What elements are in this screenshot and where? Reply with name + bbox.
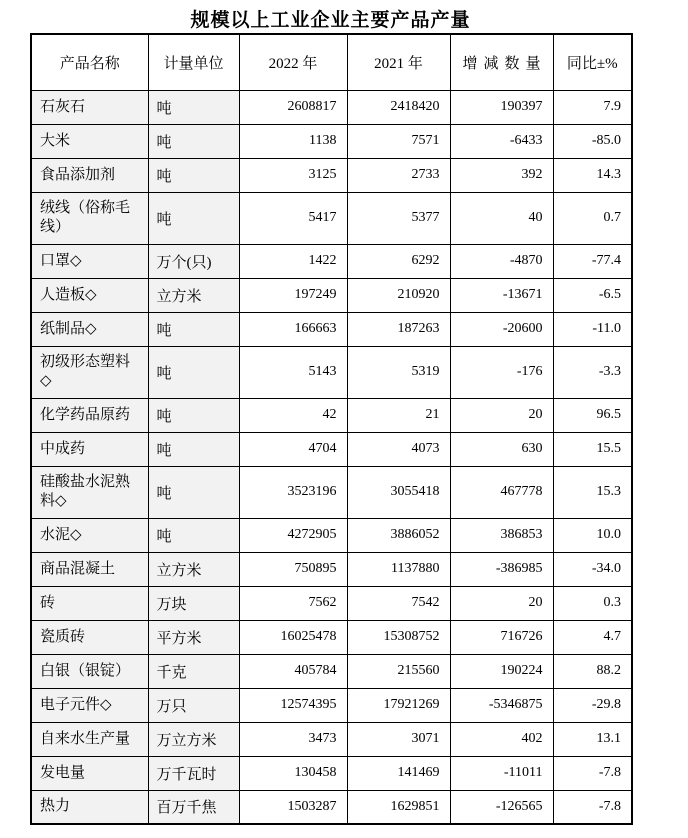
unit-cell: 吨 [148, 124, 239, 158]
yoy-percent-cell: -29.8 [553, 688, 632, 722]
product-name-cell: 瓷质砖 [31, 620, 148, 654]
change-amount-cell: -176 [450, 346, 553, 398]
value-2021-cell: 215560 [347, 654, 450, 688]
product-name-cell: 自来水生产量 [31, 722, 148, 756]
yoy-percent-cell: -7.8 [553, 756, 632, 790]
product-name-cell: 热力 [31, 790, 148, 824]
value-2022-cell: 130458 [239, 756, 347, 790]
unit-cell: 立方米 [148, 278, 239, 312]
value-2021-cell: 2418420 [347, 90, 450, 124]
table-row [31, 432, 632, 466]
change-amount-cell: 20 [450, 586, 553, 620]
value-2022-cell: 1422 [239, 244, 347, 278]
value-2022-cell: 16025478 [239, 620, 347, 654]
unit-cell: 立方米 [148, 552, 239, 586]
product-name-cell: 电子元件◇ [31, 688, 148, 722]
yoy-percent-cell: 10.0 [553, 518, 632, 552]
unit-cell: 吨 [148, 398, 239, 432]
product-name-cell: 发电量 [31, 756, 148, 790]
unit-cell: 万千瓦时 [148, 756, 239, 790]
value-2021-cell: 17921269 [347, 688, 450, 722]
value-2021-cell: 7542 [347, 586, 450, 620]
value-2021-cell: 15308752 [347, 620, 450, 654]
table-body [31, 90, 632, 824]
change-amount-cell: -126565 [450, 790, 553, 824]
unit-cell: 吨 [148, 90, 239, 124]
value-2021-cell: 5377 [347, 192, 450, 244]
yoy-percent-cell: 7.9 [553, 90, 632, 124]
yoy-percent-cell: 14.3 [553, 158, 632, 192]
table-row [31, 518, 632, 552]
table-row [31, 722, 632, 756]
value-2022-cell: 7562 [239, 586, 347, 620]
table-row [31, 620, 632, 654]
value-2021-cell: 4073 [347, 432, 450, 466]
yoy-percent-cell: 15.5 [553, 432, 632, 466]
yoy-percent-cell: -11.0 [553, 312, 632, 346]
value-2022-cell: 2608817 [239, 90, 347, 124]
product-name-cell: 化学药品原药 [31, 398, 148, 432]
value-2021-cell: 141469 [347, 756, 450, 790]
value-2022-cell: 3473 [239, 722, 347, 756]
value-2021-cell: 1629851 [347, 790, 450, 824]
column-header-yoy-percent: 同比±% [553, 34, 632, 90]
change-amount-cell: -386985 [450, 552, 553, 586]
table-row [31, 90, 632, 124]
product-name-cell: 硅酸盐水泥熟料◇ [31, 466, 148, 518]
page-title: 规模以上工业企业主要产品产量 [190, 10, 471, 31]
value-2021-cell: 3071 [347, 722, 450, 756]
value-2022-cell: 197249 [239, 278, 347, 312]
value-2021-cell: 2733 [347, 158, 450, 192]
product-name-cell: 纸制品◇ [31, 312, 148, 346]
unit-cell: 吨 [148, 518, 239, 552]
change-amount-cell: 630 [450, 432, 553, 466]
value-2022-cell: 42 [239, 398, 347, 432]
table-row [31, 688, 632, 722]
unit-cell: 万块 [148, 586, 239, 620]
product-name-cell: 中成药 [31, 432, 148, 466]
change-amount-cell: -20600 [450, 312, 553, 346]
value-2021-cell: 210920 [347, 278, 450, 312]
unit-cell: 吨 [148, 346, 239, 398]
change-amount-cell: -13671 [450, 278, 553, 312]
unit-cell: 吨 [148, 312, 239, 346]
product-name-cell: 初级形态塑料◇ [31, 346, 148, 398]
yoy-percent-cell: 0.7 [553, 192, 632, 244]
production-table [30, 33, 633, 825]
yoy-percent-cell: 0.3 [553, 586, 632, 620]
change-amount-cell: 467778 [450, 466, 553, 518]
yoy-percent-cell: 4.7 [553, 620, 632, 654]
value-2022-cell: 1138 [239, 124, 347, 158]
value-2022-cell: 1503287 [239, 790, 347, 824]
product-name-cell: 食品添加剂 [31, 158, 148, 192]
value-2022-cell: 5417 [239, 192, 347, 244]
product-name-cell: 商品混凝土 [31, 552, 148, 586]
change-amount-cell: -4870 [450, 244, 553, 278]
yoy-percent-cell: -7.8 [553, 790, 632, 824]
yoy-percent-cell: 15.3 [553, 466, 632, 518]
value-2021-cell: 3886052 [347, 518, 450, 552]
product-name-cell: 大米 [31, 124, 148, 158]
unit-cell: 吨 [148, 192, 239, 244]
product-name-cell: 人造板◇ [31, 278, 148, 312]
unit-cell: 平方米 [148, 620, 239, 654]
value-2022-cell: 3523196 [239, 466, 347, 518]
table-row [31, 790, 632, 824]
column-header-change-amount: 增减数量 [450, 34, 553, 90]
table-row [31, 756, 632, 790]
column-header-year-2022: 2022 年 [239, 34, 347, 90]
table-row [31, 552, 632, 586]
yoy-percent-cell: -77.4 [553, 244, 632, 278]
change-amount-cell: -5346875 [450, 688, 553, 722]
value-2022-cell: 750895 [239, 552, 347, 586]
change-amount-cell: 190224 [450, 654, 553, 688]
value-2022-cell: 166663 [239, 312, 347, 346]
table-row [31, 654, 632, 688]
value-2021-cell: 3055418 [347, 466, 450, 518]
column-header-unit: 计量单位 [148, 34, 239, 90]
value-2021-cell: 5319 [347, 346, 450, 398]
yoy-percent-cell: -6.5 [553, 278, 632, 312]
table-row [31, 158, 632, 192]
value-2022-cell: 4272905 [239, 518, 347, 552]
table-header [31, 34, 632, 90]
table-header-row [31, 34, 632, 90]
product-name-cell: 口罩◇ [31, 244, 148, 278]
product-name-cell: 砖 [31, 586, 148, 620]
value-2021-cell: 7571 [347, 124, 450, 158]
column-header-year-2021: 2021 年 [347, 34, 450, 90]
column-header-product-name: 产品名称 [31, 34, 148, 90]
yoy-percent-cell: -85.0 [553, 124, 632, 158]
unit-cell: 吨 [148, 466, 239, 518]
table-row [31, 192, 632, 244]
unit-cell: 万个(只) [148, 244, 239, 278]
change-amount-cell: 20 [450, 398, 553, 432]
value-2021-cell: 187263 [347, 312, 450, 346]
table-row [31, 124, 632, 158]
product-name-cell: 石灰石 [31, 90, 148, 124]
yoy-percent-cell: -34.0 [553, 552, 632, 586]
unit-cell: 万立方米 [148, 722, 239, 756]
value-2022-cell: 3125 [239, 158, 347, 192]
change-amount-cell: 190397 [450, 90, 553, 124]
product-name-cell: 水泥◇ [31, 518, 148, 552]
unit-cell: 万只 [148, 688, 239, 722]
product-name-cell: 白银（银锭） [31, 654, 148, 688]
change-amount-cell: -6433 [450, 124, 553, 158]
value-2021-cell: 21 [347, 398, 450, 432]
table-row [31, 586, 632, 620]
unit-cell: 百万千焦 [148, 790, 239, 824]
value-2022-cell: 405784 [239, 654, 347, 688]
unit-cell: 吨 [148, 432, 239, 466]
table-row [31, 466, 632, 518]
value-2022-cell: 5143 [239, 346, 347, 398]
table-row [31, 398, 632, 432]
change-amount-cell: 386853 [450, 518, 553, 552]
product-name-cell: 绒线（俗称毛线） [31, 192, 148, 244]
value-2022-cell: 4704 [239, 432, 347, 466]
table-row [31, 312, 632, 346]
change-amount-cell: 392 [450, 158, 553, 192]
yoy-percent-cell: 96.5 [553, 398, 632, 432]
yoy-percent-cell: 88.2 [553, 654, 632, 688]
change-amount-cell: 716726 [450, 620, 553, 654]
table-row [31, 278, 632, 312]
value-2022-cell: 12574395 [239, 688, 347, 722]
change-amount-cell: -11011 [450, 756, 553, 790]
yoy-percent-cell: -3.3 [553, 346, 632, 398]
yoy-percent-cell: 13.1 [553, 722, 632, 756]
unit-cell: 吨 [148, 158, 239, 192]
value-2021-cell: 6292 [347, 244, 450, 278]
value-2021-cell: 1137880 [347, 552, 450, 586]
table-row [31, 244, 632, 278]
unit-cell: 千克 [148, 654, 239, 688]
change-amount-cell: 40 [450, 192, 553, 244]
table-row [31, 346, 632, 398]
change-amount-cell: 402 [450, 722, 553, 756]
